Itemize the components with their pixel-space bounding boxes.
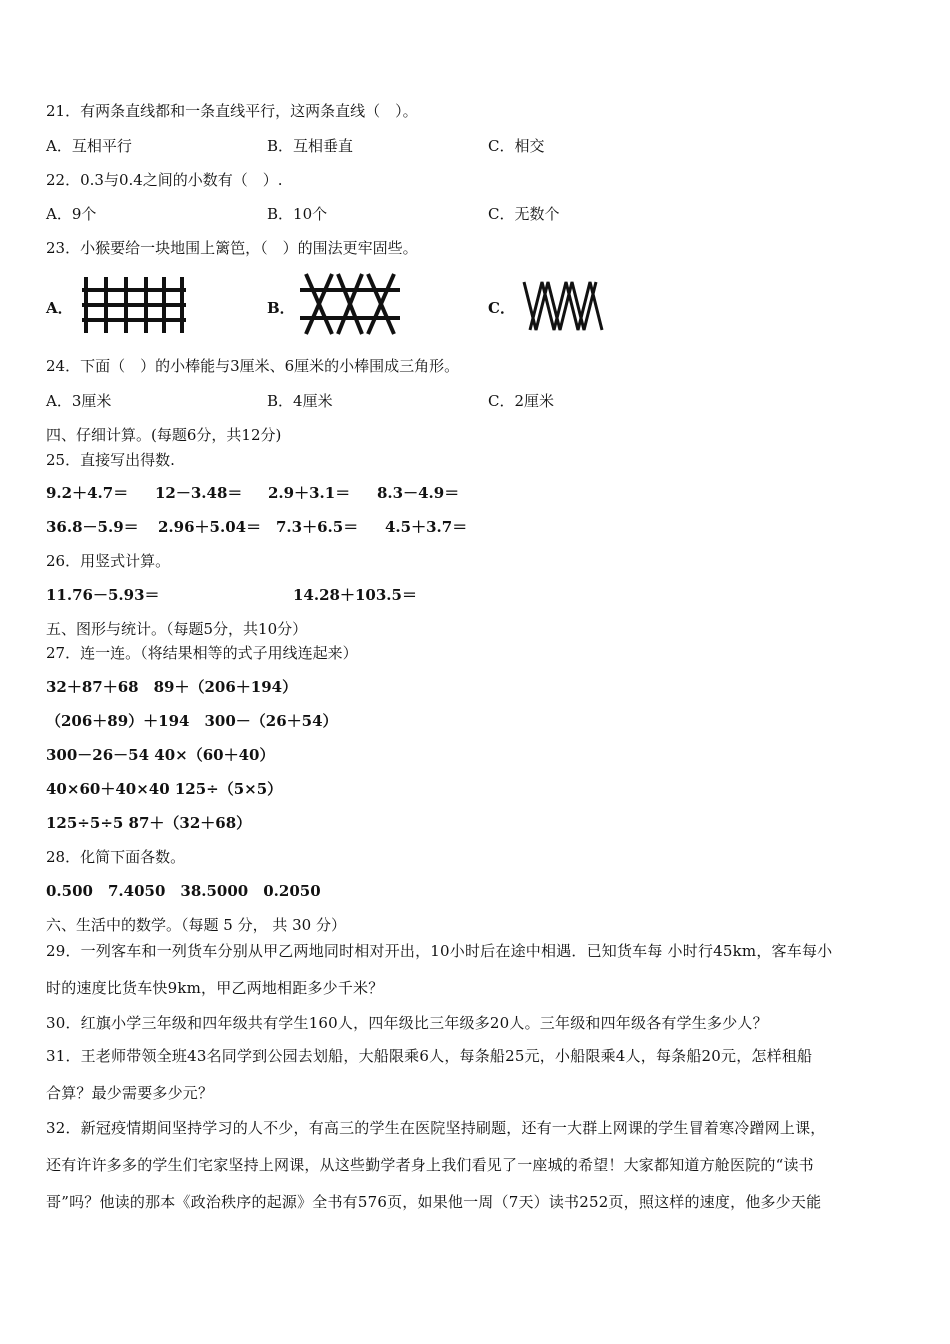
- q21-option-b: B．互相垂直: [267, 137, 354, 155]
- q21-stem: 21．有两条直线都和一条直线平行，这两条直线（ ）。: [46, 102, 418, 120]
- section-4-title: 四、仔细计算。(每题6分，共12分): [46, 426, 282, 444]
- q25-item: 12－3.48＝: [155, 484, 243, 502]
- q25-stem: 25．直接写出得数.: [46, 451, 175, 469]
- q24-option-b: B．4厘米: [267, 392, 333, 410]
- q24-option-c: C．2厘米: [488, 392, 555, 410]
- q32-line-2: 还有许许多多的学生们宅家坚持上网课，从这些勤学者身上我们看见了一座城的希望！大家都知道方舱医院的“读书: [46, 1156, 814, 1174]
- q28-stem: 28．化简下面各数。: [46, 848, 186, 866]
- q32-line-1: 32．新冠疫情期间坚持学习的人不少，有高三的学生在医院坚持刷题，还有一大群上网课的学生冒着寒冷蹭网上课，: [46, 1119, 826, 1137]
- q27-row: 32＋87＋68 89＋（206＋194）: [46, 678, 298, 696]
- q24-stem: 24．下面（ ）的小棒能与3厘米、6厘米的小棒围成三角形。: [46, 357, 460, 375]
- q28-items: 0.500 7.4050 38.5000 0.2050: [46, 882, 321, 900]
- q26-item: 11.76－5.93＝: [46, 586, 160, 604]
- section-5-title: 五、图形与统计。（每题5分，共10分）: [46, 620, 308, 638]
- q29-line-2: 时的速度比货车快9km，甲乙两地相距多少千米？: [46, 979, 384, 997]
- zigzag-fence-icon: [520, 280, 604, 332]
- cross-fence-icon: [300, 272, 400, 336]
- q25-item: 2.9＋3.1＝: [268, 484, 351, 502]
- q25-item: 7.3＋6.5＝: [276, 518, 359, 536]
- q21-option-c: C．相交: [488, 137, 545, 155]
- q22-stem: 22．0.3与0.4之间的小数有（ ）.: [46, 171, 283, 189]
- q25-item: 8.3－4.9＝: [377, 484, 460, 502]
- q22-option-c: C．无数个: [488, 205, 560, 223]
- q23-label-a: A．: [46, 299, 73, 317]
- q21-option-a: A．互相平行: [46, 137, 132, 155]
- q23-stem: 23．小猴要给一块地围上篱笆，（ ）的围法更牢固些。: [46, 239, 418, 257]
- q22-option-a: A．9个: [46, 205, 97, 223]
- q24-option-a: A．3厘米: [46, 392, 112, 410]
- q25-item: 2.96＋5.04＝: [158, 518, 262, 536]
- q27-row: （206＋89）＋194 300－（26＋54）: [46, 712, 338, 730]
- q31-line-2: 合算？最少需要多少元？: [46, 1084, 214, 1102]
- q23-label-c: C．: [488, 299, 515, 317]
- grid-fence-icon: [82, 275, 186, 335]
- q27-row: 40×60＋40×40 125÷（5×5）: [46, 780, 283, 798]
- section-6-title: 六、生活中的数学。（每题 5 分， 共 30 分）: [46, 916, 346, 934]
- q27-stem: 27．连一连。（将结果相等的式子用线连起来）: [46, 644, 358, 662]
- q25-item: 9.2＋4.7＝: [46, 484, 129, 502]
- q31-line-1: 31．王老师带领全班43名同学到公园去划船，大船限乘6人，每条船25元，小船限乘4人，每条船20元，怎样租船: [46, 1047, 813, 1065]
- q23-label-b: B．: [267, 299, 295, 317]
- q25-item: 36.8－5.9＝: [46, 518, 139, 536]
- q30-line-1: 30．红旗小学三年级和四年级共有学生160人，四年级比三年级多20人。三年级和四年级各有学生多少人？: [46, 1014, 768, 1032]
- q22-option-b: B．10个: [267, 205, 328, 223]
- q26-stem: 26．用竖式计算。: [46, 552, 171, 570]
- q25-item: 4.5＋3.7＝: [385, 518, 468, 536]
- q26-item: 14.28＋103.5＝: [293, 586, 417, 604]
- q27-row: 300－26－54 40×（60＋40）: [46, 746, 275, 764]
- q29-line-1: 29．一列客车和一列货车分别从甲乙两地同时相对开出，10小时后在途中相遇．已知货车每 小时行45km，客车每小: [46, 942, 833, 960]
- q27-row: 125÷5÷5 87＋（32＋68）: [46, 814, 252, 832]
- q32-line-3: 哥”吗？他读的那本《政治秩序的起源》全书有576页，如果他一周（7天）读书252页，照这样的速度，他多少天能: [46, 1193, 822, 1211]
